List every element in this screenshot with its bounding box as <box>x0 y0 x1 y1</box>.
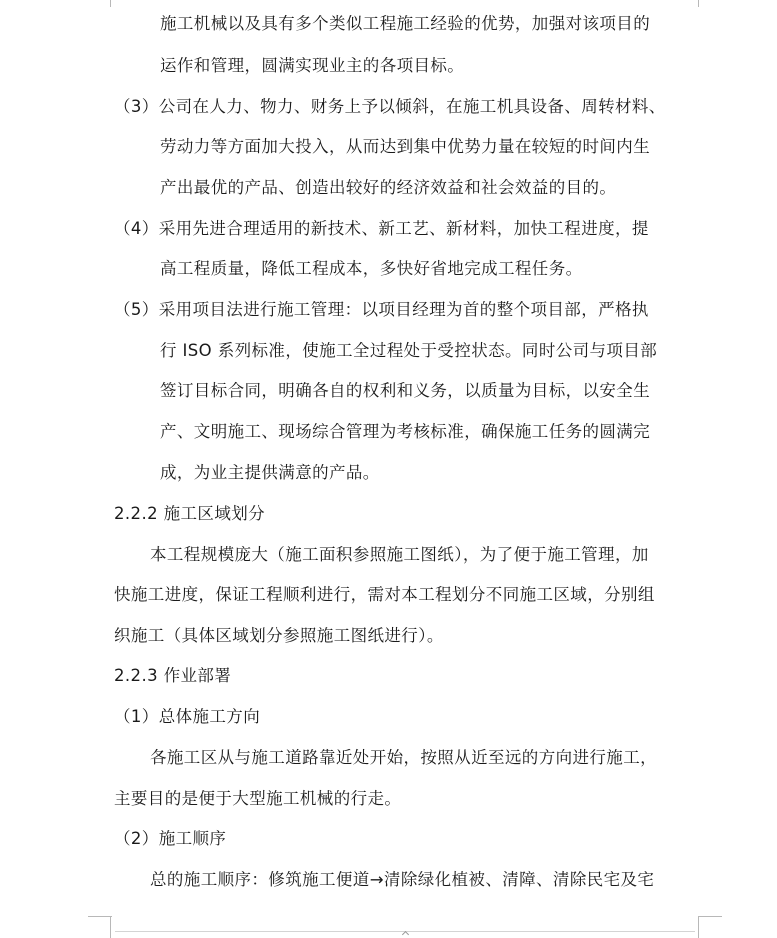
page-bottom-marker <box>402 931 409 938</box>
section-heading-2-2-3: 2.2.3 作业部署 <box>114 666 232 685</box>
list-item-5-line: （5）采用项目法进行施工管理：以项目经理为首的整个项目部，严格执 <box>114 300 649 319</box>
text-line: 成，为业主提供满意的产品。 <box>160 463 380 482</box>
crop-mark-top-left <box>110 0 111 7</box>
crop-mark-bottom-right-h <box>698 916 722 917</box>
subheading-1: （1）总体施工方向 <box>114 707 261 726</box>
text-line: 高工程质量，降低工程成本，多快好省地完成工程任务。 <box>160 259 583 278</box>
text-line: 行 ISO 系列标准，使施工全过程处于受控状态。同时公司与项目部 <box>160 341 658 360</box>
text-line: 运作和管理，圆满实现业主的各项目标。 <box>160 56 465 75</box>
text-line: 施工机械以及具有多个类似工程施工经验的优势，加强对该项目的 <box>160 14 651 33</box>
crop-mark-bottom-left-h <box>88 916 112 917</box>
text-line: 产出最优的产品、创造出较好的经济效益和社会效益的目的。 <box>160 178 617 197</box>
paragraph-first-line: 各施工区从与施工道路靠近处开始，按照从近至远的方向进行施工， <box>150 748 657 767</box>
paragraph-first-line: 总的施工顺序：修筑施工便道→清除绿化植被、清障、清除民宅及宅 <box>150 870 655 889</box>
paragraph-first-line: 本工程规模庞大（施工面积参照施工图纸），为了便于施工管理，加 <box>150 545 649 564</box>
text-line: 产、文明施工、现场综合管理为考核标准，确保施工任务的圆满完 <box>160 422 651 441</box>
text-line: 劳动力等方面加大投入，从而达到集中优势力量在较短的时间内生 <box>160 137 651 156</box>
list-item-3-line: （3）公司在人力、物力、财务上予以倾斜，在施工机具设备、周转材料、 <box>114 97 666 116</box>
text-line: 主要目的是便于大型施工机械的行走。 <box>114 789 402 808</box>
list-item-4-line: （4）采用先进合理适用的新技术、新工艺、新材料，加快工程进度，提 <box>114 219 649 238</box>
crop-mark-bottom-right-v <box>698 916 699 938</box>
text-line: 织施工（具体区域划分参照施工图纸进行）。 <box>114 626 444 645</box>
crop-mark-bottom-left-v <box>110 916 111 938</box>
crop-mark-top-right <box>698 0 699 7</box>
subheading-2: （2）施工顺序 <box>114 829 227 848</box>
section-heading-2-2-2: 2.2.2 施工区域划分 <box>114 504 266 523</box>
text-line: 签订目标合同，明确各自的权利和义务，以质量为目标，以安全生 <box>160 381 651 400</box>
text-line: 快施工进度，保证工程顺利进行，需对本工程划分不同施工区域，分别组 <box>114 585 655 604</box>
